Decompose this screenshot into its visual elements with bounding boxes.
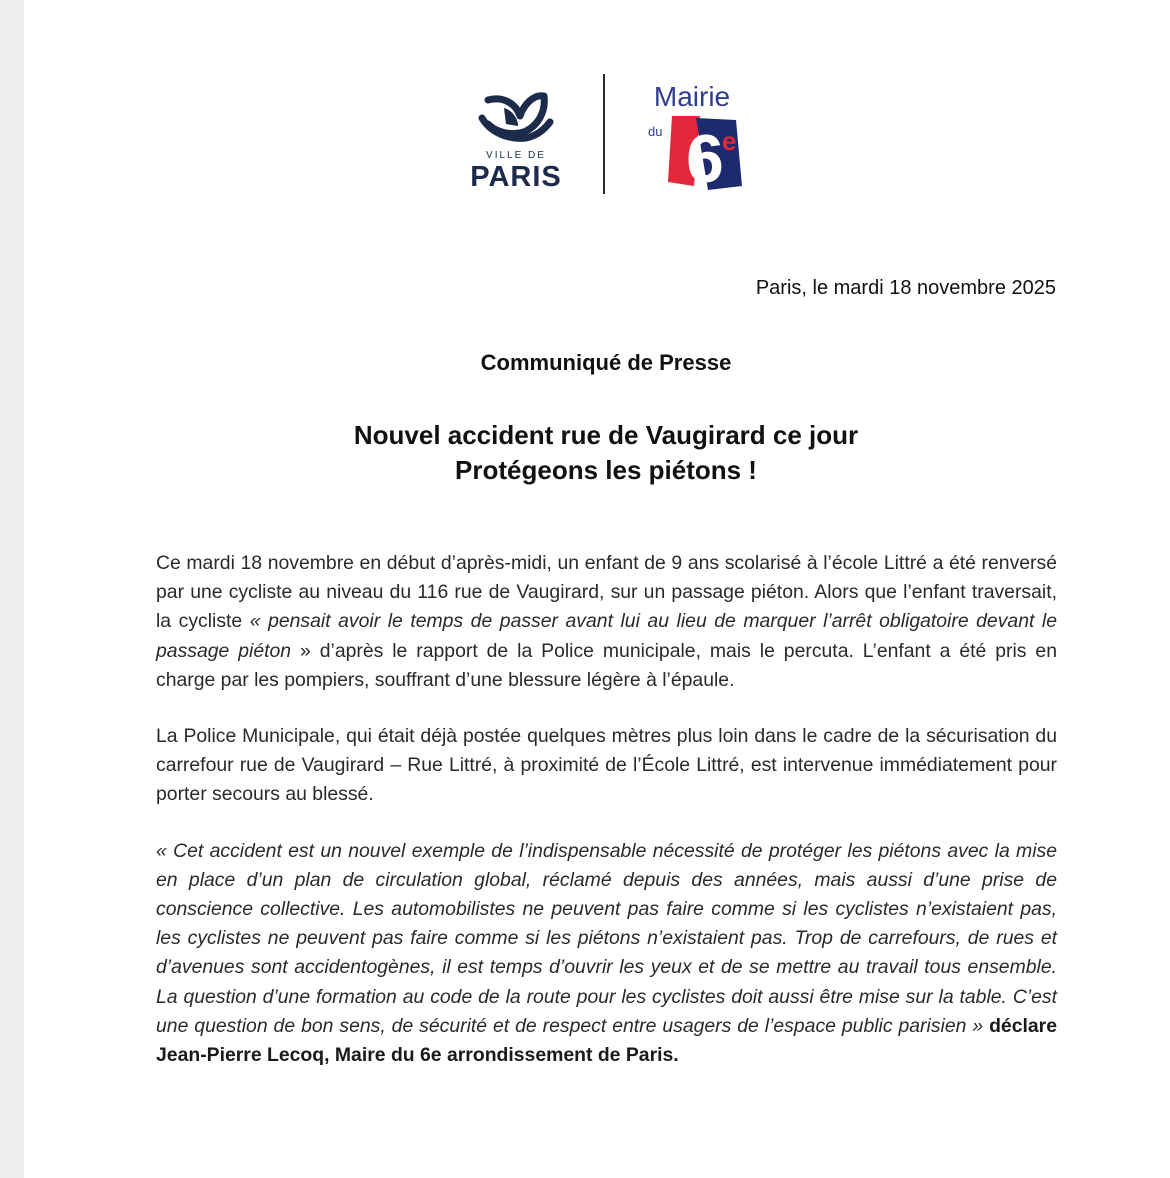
- ville-de-paris-logo: [460, 78, 572, 190]
- paragraph-incident: [156, 549, 1057, 695]
- mairie-du-6e-logo: [638, 78, 748, 190]
- headline-line-1: Nouvel accident rue de Vaugirard ce jour: [353, 420, 859, 450]
- date-line: Paris, le mardi 18 novembre 2025: [755, 277, 1056, 299]
- mairie-logo-number: 6: [686, 121, 724, 190]
- headline: [24, 418, 1170, 488]
- paris-logo-small-text: VILLE DE: [486, 150, 546, 161]
- mairie-logo-suffix: e: [722, 126, 737, 156]
- article-body: [156, 549, 1057, 1096]
- mairie-logo-title: Mairie: [653, 81, 731, 112]
- paragraph-incident-text-1: Ce mardi 18 novembre en début d’après-midi, un enfant de 9 ans scolarisé à l’école Littré a été renversé par une cycliste au niveau du 116 rue de Vaugirard, sur un passage piéton. Alors que l’enfant traversait, la cycliste: [156, 552, 1057, 633]
- police-report-quote: « pensait avoir le temps de passer avant lui au lieu de marquer l’arrêt obligatoire devant le passage piéton: [156, 610, 1057, 662]
- paragraph-incident-text-2: » d’après le rapport de la Police municipale, mais le percuta. L’enfant a été pris en charge par les pompiers, souffrant d’une blessure légère à l’épaule.: [156, 639, 1057, 691]
- headline-line-2: Protégeons les piétons !: [455, 455, 757, 485]
- logo-header: [24, 70, 1170, 200]
- logo-divider: [603, 74, 605, 194]
- document-kicker: Communiqué de Presse: [480, 350, 732, 375]
- mayor-attribution: déclare Jean-Pierre Lecoq, Maire du 6e arrondissement de Paris.: [156, 1014, 1057, 1067]
- paragraph-police: La Police Municipale, qui était déjà postée quelques mètres plus loin dans le cadre de la sécurisation du carrefour rue de Vaugirard – Rue Littré, à proximité de l’École Littré, est intervenue immédiatement pour porter secours au blessé.: [156, 725, 1057, 806]
- mairie-logo-du: du: [648, 124, 663, 139]
- paris-logo-large-text: PARIS: [470, 161, 562, 190]
- press-release-page: [24, 0, 1170, 1178]
- mayor-quote: « Cet accident est un nouvel exemple de l’indispensable nécessité de protéger les piétons avec la mise en place d’un plan de circulation global, réclamé depuis des années, mais aussi d’une prise de conscience collective. Les automobilistes ne peuvent pas faire comme si les cyclistes n’existaient pas, les cyclistes ne peuvent pas faire comme si les piétons n’existaient pas. Trop de carrefours, de rues et d’avenues sont accidentogènes, il est temps d’ouvrir les yeux et de se mettre au travail tous ensemble. La question d’une formation au code de la route pour les cyclistes doit aussi être mise sur la table. C’est une question de bon sens, de sécurité et de respect entre usagers de l’espace public parisien »: [156, 839, 1057, 1037]
- paragraph-mayor-statement: [156, 837, 1057, 1071]
